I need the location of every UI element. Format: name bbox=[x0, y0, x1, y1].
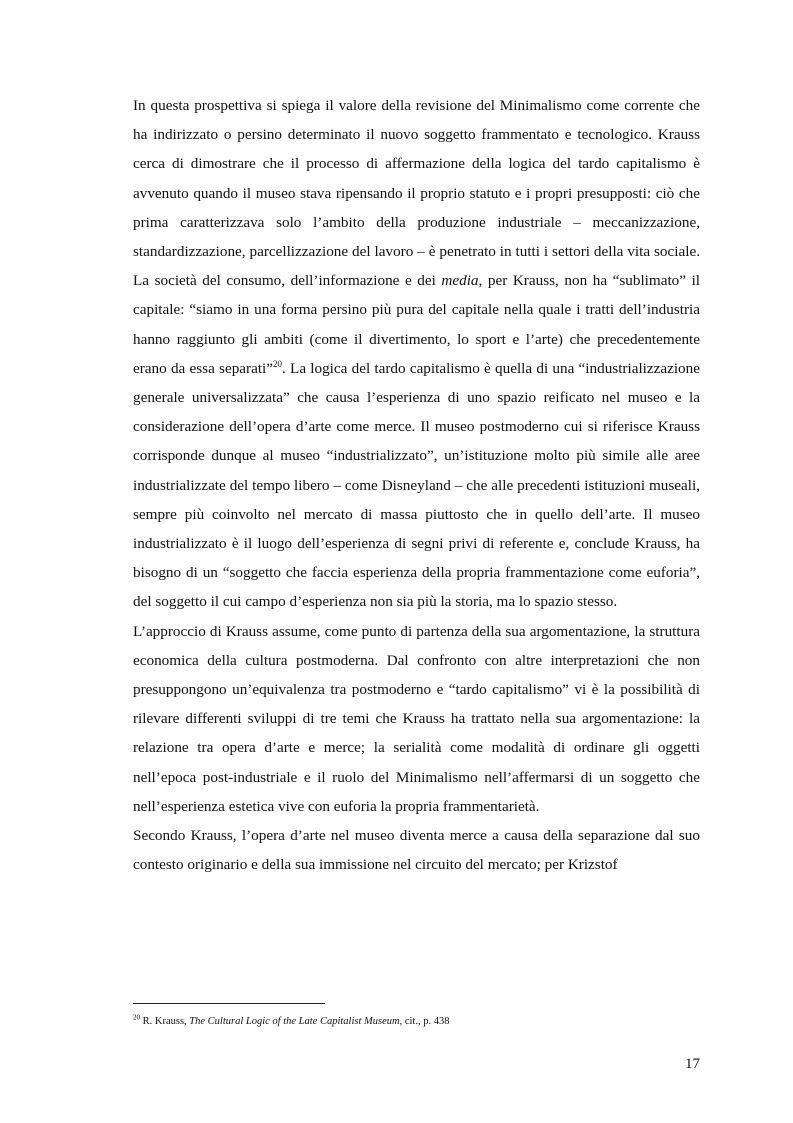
footnote-reference: 20 bbox=[273, 358, 283, 369]
footnote-number: 20 bbox=[133, 1013, 140, 1022]
paragraph-1-text-middle: , per Krauss, non ha “sublimato” il capitale: “siamo in una forma persino più pura del capitale nella quale i tratti dell’industria hanno raggiunto gli ambiti (come il divertimento, lo sport e l’arte) che precedentemente erano da essa separati” bbox=[133, 272, 701, 377]
footnote-divider bbox=[133, 1003, 325, 1004]
italic-media: media bbox=[441, 272, 479, 290]
paragraph-1 bbox=[133, 91, 700, 617]
paragraph-1-text-end: . La logica del tardo capitalismo è quella di una “industrializzazione generale universalizzata” che causa l’esperienza di uno spazio reificato nel museo e la considerazione dell’opera d’arte come merce. Il museo postmoderno cui si riferisce Krauss corrisponde dunque al museo “industrializzato”, un’istituzione molto più simile alle aree industrializzate del tempo libero – come Disneyland – che alle precedenti istituzioni museali, sempre più coinvolto nel mercato di massa piuttosto che in quello dell’arte. Il museo industrializzato è il luogo dell’esperienza di segni privi di referente e, conclude Krauss, ha bisogno di un “soggetto che faccia esperienza della propria frammentazione come euforia”, del soggetto il cui campo d’esperienza non sia più la storia, ma lo spazio stesso. bbox=[133, 359, 700, 611]
paragraph-3: Secondo Krauss, l’opera d’arte nel museo diventa merce a causa della separazione dal suo contesto originario e della sua immissione nel circuito del mercato; per Krizstof bbox=[133, 827, 700, 874]
footnote bbox=[133, 1015, 700, 1029]
paragraph-2: L’approccio di Krauss assume, come punto di partenza della sua argomentazione, la struttura economica della cultura postmoderna. Dal confronto con altre interpretazioni che non presuppongono un’equivalenza tra postmoderno e “tardo capitalismo” vi è la possibilità di rilevare differenti sviluppi di tre temi che Krauss ha trattato nella sua argomentazione: la relazione tra opera d’arte e merce; la serialità come modalità di ordinare gli oggetti nell’epoca post-industriale e il ruolo del Minimalismo nell’affermarsi di un soggetto che nell’esperienza estetica vive con euforia la propria frammentarietà. bbox=[133, 622, 700, 815]
page-number: 17 bbox=[685, 1056, 700, 1072]
footnote-author: R. Krauss, bbox=[140, 1016, 190, 1027]
footnote-title: The Cultural Logic of the Late Capitalist Museum bbox=[189, 1016, 400, 1027]
body-text bbox=[133, 91, 700, 879]
paragraph-1-text-start: In questa prospettiva si spiega il valore della revisione del Minimalismo come corrente che ha indirizzato o persino determinato il nuovo soggetto frammentato e tecnologico. Krauss cerca di dimostrare che il processo di affermazione della logica del tardo capitalismo è avvenuto quando il museo stava ripensando il proprio statuto e i propri presupposti: ciò che prima caratterizzava solo l’ambito della produzione industriale – meccanizzazione, standardizzazione, parcellizzazione del lavoro – è penetrato in tutti i settori della vita sociale. La società del consumo, dell’informazione e dei bbox=[133, 97, 700, 290]
footnote-citation: , cit., p. 438 bbox=[399, 1016, 450, 1027]
